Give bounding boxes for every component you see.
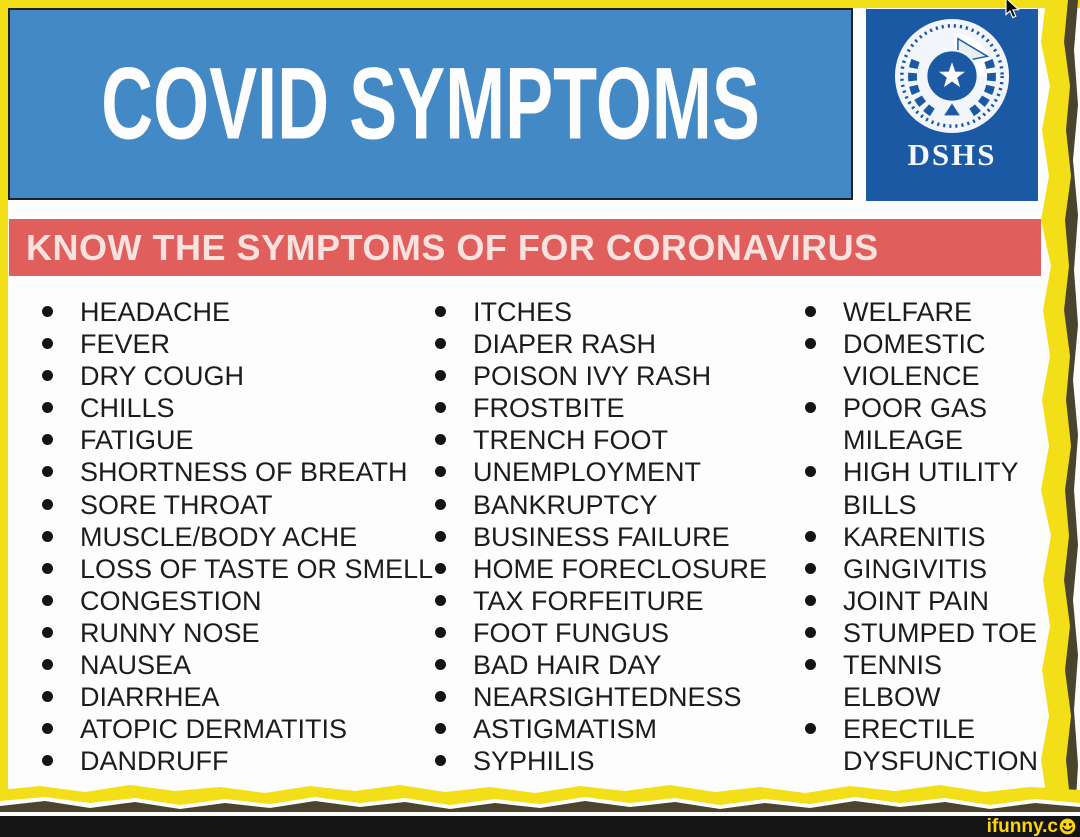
bullet-icon (435, 627, 446, 638)
list-item-label: CHILLS (80, 393, 175, 424)
list-item (433, 456, 805, 488)
list-item (803, 392, 1045, 424)
page-title: COVID SYMPTOMS (101, 46, 760, 162)
symptom-column-3 (803, 296, 1045, 777)
list-item (433, 360, 805, 392)
list-item-label: BUSINESS FAILURE (473, 521, 730, 552)
mouse-cursor-icon (1004, 0, 1026, 20)
bullet-icon (42, 723, 53, 734)
list-item-label: SYPHILIS (473, 746, 595, 777)
list-item-label: FEVER (80, 329, 171, 360)
list-item (40, 456, 440, 488)
list-item (40, 713, 440, 745)
list-item-label: FROSTBITE (473, 393, 625, 424)
torn-border-bottom (0, 782, 1080, 814)
list-item-label: DRY COUGH (80, 361, 245, 392)
list-item-label: ASTIGMATISM (473, 714, 658, 745)
list-item (40, 521, 440, 553)
bullet-icon (805, 659, 816, 670)
bullet-icon (435, 691, 446, 702)
bullet-icon (42, 499, 53, 510)
list-item-label: HEADACHE (80, 297, 231, 327)
list-item-label: SORE THROAT (80, 489, 273, 520)
torn-border-right (1038, 0, 1080, 800)
bullet-icon (435, 434, 446, 445)
list-item (433, 585, 805, 617)
bullet-icon (435, 499, 446, 510)
list-item (433, 296, 805, 328)
list-item-label: VIOLENCE (843, 361, 980, 392)
list-item (40, 745, 440, 777)
list-item (40, 328, 440, 360)
ifunny-logo-text: ifunny.c (986, 816, 1058, 837)
list-item-label: DOMESTIC (843, 329, 986, 360)
bullet-icon (42, 531, 53, 542)
bullet-icon (435, 531, 446, 542)
bullet-icon (435, 595, 446, 606)
bullet-icon (805, 306, 816, 317)
list-item (40, 617, 440, 649)
list-item-label: POISON IVY RASH (473, 361, 712, 392)
list-item (803, 745, 1045, 777)
bullet-icon (805, 338, 816, 349)
list-item-label: NEARSIGHTEDNESS (473, 682, 742, 713)
bullet-icon (42, 338, 53, 349)
list-item-label: POOR GAS (843, 393, 988, 424)
torn-border-left (0, 0, 8, 798)
list-item-label: HOME FORECLOSURE (473, 553, 768, 584)
list-item-label: HIGH UTILITY (843, 457, 1019, 488)
list-item-label: DYSFUNCTION (843, 746, 1038, 777)
list-item-label: ERECTILE (843, 714, 976, 745)
list-item-label: LOSS OF TASTE OR SMELL (80, 553, 434, 584)
bullet-icon (42, 627, 53, 638)
list-item-label: STUMPED TOE (843, 617, 1038, 648)
bullet-icon (805, 723, 816, 734)
list-item (40, 360, 440, 392)
dshs-logo-box (866, 9, 1038, 201)
list-item (803, 489, 1045, 521)
list-item (433, 553, 805, 585)
list-item (433, 713, 805, 745)
list-item (433, 489, 805, 521)
ifunny-footer (0, 816, 1080, 837)
list-item-label: NAUSEA (80, 650, 192, 681)
list-item-label: BANKRUPTCY (473, 489, 658, 520)
list-item-label: WELFARE (843, 297, 973, 327)
dshs-label: DSHS (907, 137, 997, 172)
bullet-icon (42, 402, 53, 413)
list-item (803, 713, 1045, 745)
bullet-icon (42, 466, 53, 477)
smiley-face-icon (1059, 818, 1076, 835)
list-item (803, 424, 1045, 456)
list-item-label: JOINT PAIN (843, 585, 990, 616)
bullet-icon (42, 434, 53, 445)
list-item (433, 681, 805, 713)
bullet-icon (435, 402, 446, 413)
bullet-icon (435, 723, 446, 734)
bullet-icon (435, 466, 446, 477)
list-item (40, 392, 440, 424)
list-item-label: RUNNY NOSE (80, 617, 260, 648)
header-banner (8, 8, 853, 200)
dshs-seal-icon (893, 17, 1011, 135)
list-item (803, 328, 1045, 360)
list-item (433, 649, 805, 681)
list-item (803, 521, 1045, 553)
list-item-label: TENNIS (843, 650, 943, 681)
list-item-label: ELBOW (843, 682, 941, 713)
list-item (433, 521, 805, 553)
bullet-icon (435, 306, 446, 317)
list-item-label: MUSCLE/BODY ACHE (80, 521, 358, 552)
bullet-icon (805, 466, 816, 477)
list-item-label: BILLS (843, 489, 917, 520)
list-item-label: BAD HAIR DAY (473, 650, 662, 681)
bullet-icon (42, 306, 53, 317)
list-item (433, 617, 805, 649)
bullet-icon (42, 691, 53, 702)
bullet-icon (435, 370, 446, 381)
bullet-icon (42, 563, 53, 574)
list-item (40, 489, 440, 521)
list-item (803, 296, 1045, 328)
list-item-label: UNEMPLOYMENT (473, 457, 702, 488)
bullet-icon (435, 755, 446, 766)
bullet-icon (42, 755, 53, 766)
bullet-icon (805, 595, 816, 606)
list-item-label: SHORTNESS OF BREATH (80, 457, 408, 488)
bullet-icon (805, 563, 816, 574)
bullet-icon (435, 563, 446, 574)
list-item (40, 585, 440, 617)
subtitle-text: KNOW THE SYMPTOMS OF FOR CORONAVIRUS (26, 226, 879, 268)
list-item (803, 585, 1045, 617)
list-item (40, 553, 440, 585)
list-item (40, 296, 440, 328)
list-item (40, 424, 440, 456)
list-item-label: FOOT FUNGUS (473, 617, 670, 648)
list-item-label: TAX FORFEITURE (473, 585, 704, 616)
list-item (803, 360, 1045, 392)
list-item (433, 424, 805, 456)
list-item-label: ATOPIC DERMATITIS (80, 714, 348, 745)
list-item (803, 649, 1045, 681)
list-item (433, 745, 805, 777)
list-item (40, 681, 440, 713)
list-item-label: GINGIVITIS (843, 553, 988, 584)
list-item (803, 456, 1045, 488)
bullet-icon (435, 338, 446, 349)
list-item-label: DANDRUFF (80, 746, 229, 777)
bullet-icon (435, 659, 446, 670)
bullet-icon (42, 595, 53, 606)
list-item-label: CONGESTION (80, 585, 262, 616)
symptom-list (0, 296, 1045, 788)
torn-border-top (0, 0, 1080, 8)
bullet-icon (805, 531, 816, 542)
bullet-icon (42, 659, 53, 670)
list-item-label: MILEAGE (843, 425, 964, 456)
symptom-column-1 (40, 296, 440, 777)
bullet-icon (805, 402, 816, 413)
list-item (803, 617, 1045, 649)
bullet-icon (805, 627, 816, 638)
list-item-label: FATIGUE (80, 425, 194, 456)
list-item-label: KARENITIS (843, 521, 986, 552)
list-item (40, 649, 440, 681)
list-item-label: DIAPER RASH (473, 329, 657, 360)
list-item (803, 553, 1045, 585)
list-item-label: ITCHES (473, 297, 573, 327)
list-item-label: TRENCH FOOT (473, 425, 668, 456)
symptom-column-2 (433, 296, 805, 777)
list-item (433, 392, 805, 424)
list-item-label: DIARRHEA (80, 682, 220, 713)
list-item (803, 681, 1045, 713)
ifunny-logo (987, 817, 1080, 836)
bullet-icon (42, 370, 53, 381)
subtitle-banner (9, 219, 1041, 276)
list-item (433, 328, 805, 360)
